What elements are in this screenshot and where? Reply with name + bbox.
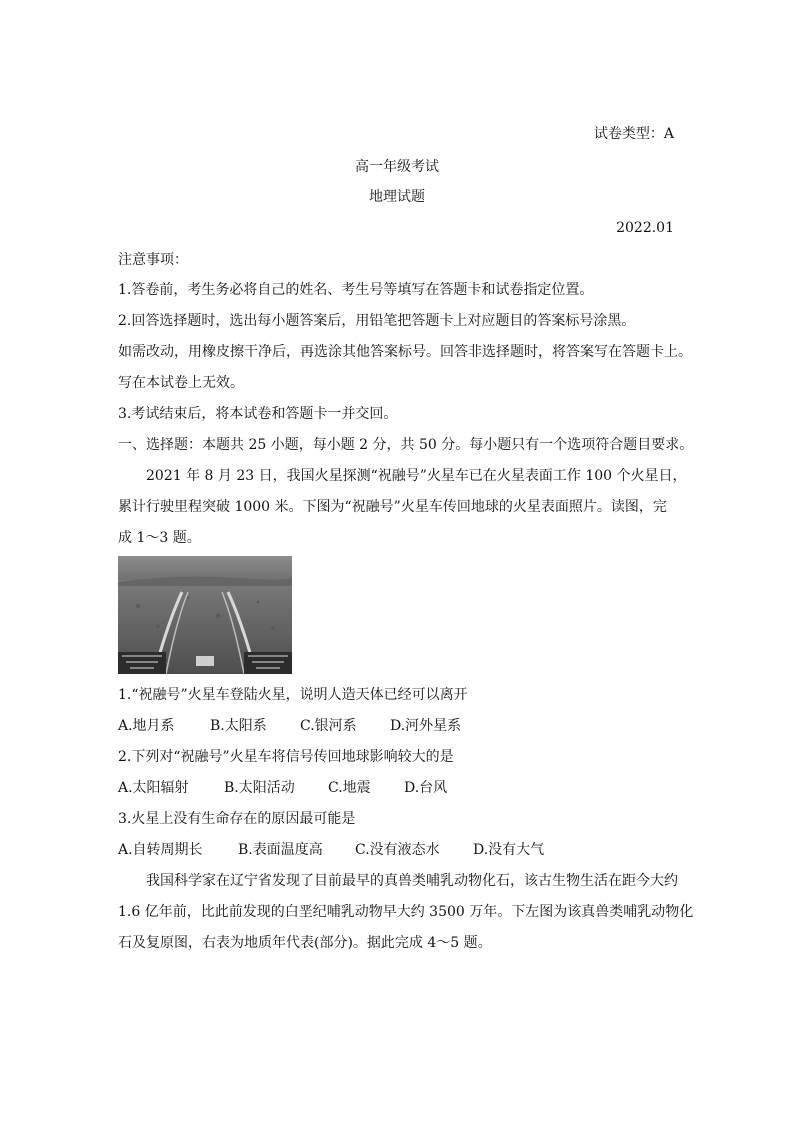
q3-stem: 3.火星上没有生命存在的原因最可能是 bbox=[118, 811, 356, 827]
q3-options bbox=[118, 840, 544, 860]
section-1-heading: 一、选择题：本题共 25 小题，每小题 2 分，共 50 分。每小题只有一个选项符合题目要求。 bbox=[118, 437, 694, 453]
notes-item-2-line-1: 2.回答选择题时，选出每小题答案后，用铅笔把答题卡上对应题目的答案标号涂黑。 bbox=[118, 313, 636, 329]
q3-option-c: C.没有液态水 bbox=[355, 842, 440, 858]
q1-option-d: D.河外星系 bbox=[390, 718, 462, 734]
q3-option-d: D.没有大气 bbox=[473, 842, 545, 858]
exam-date: 2022.01 bbox=[616, 220, 674, 236]
notes-item-3: 3.考试结束后，将本试卷和答题卡一并交回。 bbox=[118, 406, 398, 422]
q1-options bbox=[118, 716, 461, 736]
exam-title: 高一年级考试 bbox=[355, 159, 439, 175]
passage-1-line-3: 成 1～3 题。 bbox=[118, 530, 201, 546]
passage-2-line-2: 1.6 亿年前，比此前发现的白垩纪哺乳动物早大约 3500 万年。下左图为该真兽类哺乳动物化 bbox=[118, 904, 694, 920]
q1-option-c: C.银河系 bbox=[300, 718, 357, 734]
paper-type: 试卷类型：A bbox=[593, 126, 674, 142]
q2-option-b: B.太阳活动 bbox=[224, 780, 295, 796]
q1-option-a: A.地月系 bbox=[118, 718, 175, 734]
q1-stem: 1.“祝融号”火星车登陆火星，说明人造天体已经可以离开 bbox=[118, 687, 468, 703]
notes-item-2-line-3: 写在本试卷上无效。 bbox=[118, 375, 244, 391]
notes-heading: 注意事项： bbox=[118, 252, 188, 268]
q3-option-b: B.表面温度高 bbox=[238, 842, 323, 858]
q2-option-c: C.地震 bbox=[328, 780, 371, 796]
q2-stem: 2.下列对“祝融号”火星车将信号传回地球影响较大的是 bbox=[118, 749, 454, 765]
q1-option-b: B.太阳系 bbox=[210, 718, 267, 734]
q2-option-a: A.太阳辐射 bbox=[118, 780, 189, 796]
passage-1-line-2: 累计行驶里程突破 1000 米。下图为“祝融号”火星车传回地球的火星表面照片。读图，完 bbox=[118, 499, 667, 515]
q2-option-d: D.台风 bbox=[404, 780, 448, 796]
passage-1-line-1: 2021 年 8 月 23 日，我国火星探测“祝融号”火星车已在火星表面工作 100 个火星日， bbox=[146, 468, 687, 484]
q2-options bbox=[118, 778, 447, 798]
notes-item-1: 1.答卷前，考生务必将自己的姓名、考生号等填写在答题卡和试卷指定位置。 bbox=[118, 282, 594, 298]
mars-surface-photo bbox=[118, 556, 292, 674]
subject-title: 地理试题 bbox=[369, 189, 425, 205]
q3-option-a: A.自转周期长 bbox=[118, 842, 203, 858]
notes-item-2-line-2: 如需改动，用橡皮擦干净后，再选涂其他答案标号。回答非选择题时，将答案写在答题卡上。 bbox=[118, 344, 692, 360]
passage-2-line-1: 我国科学家在辽宁省发现了目前最早的真兽类哺乳动物化石，该古生物生活在距今大约 bbox=[146, 873, 678, 889]
passage-2-line-3: 石及复原图，右表为地质年代表(部分)。据此完成 4～5 题。 bbox=[118, 935, 492, 951]
